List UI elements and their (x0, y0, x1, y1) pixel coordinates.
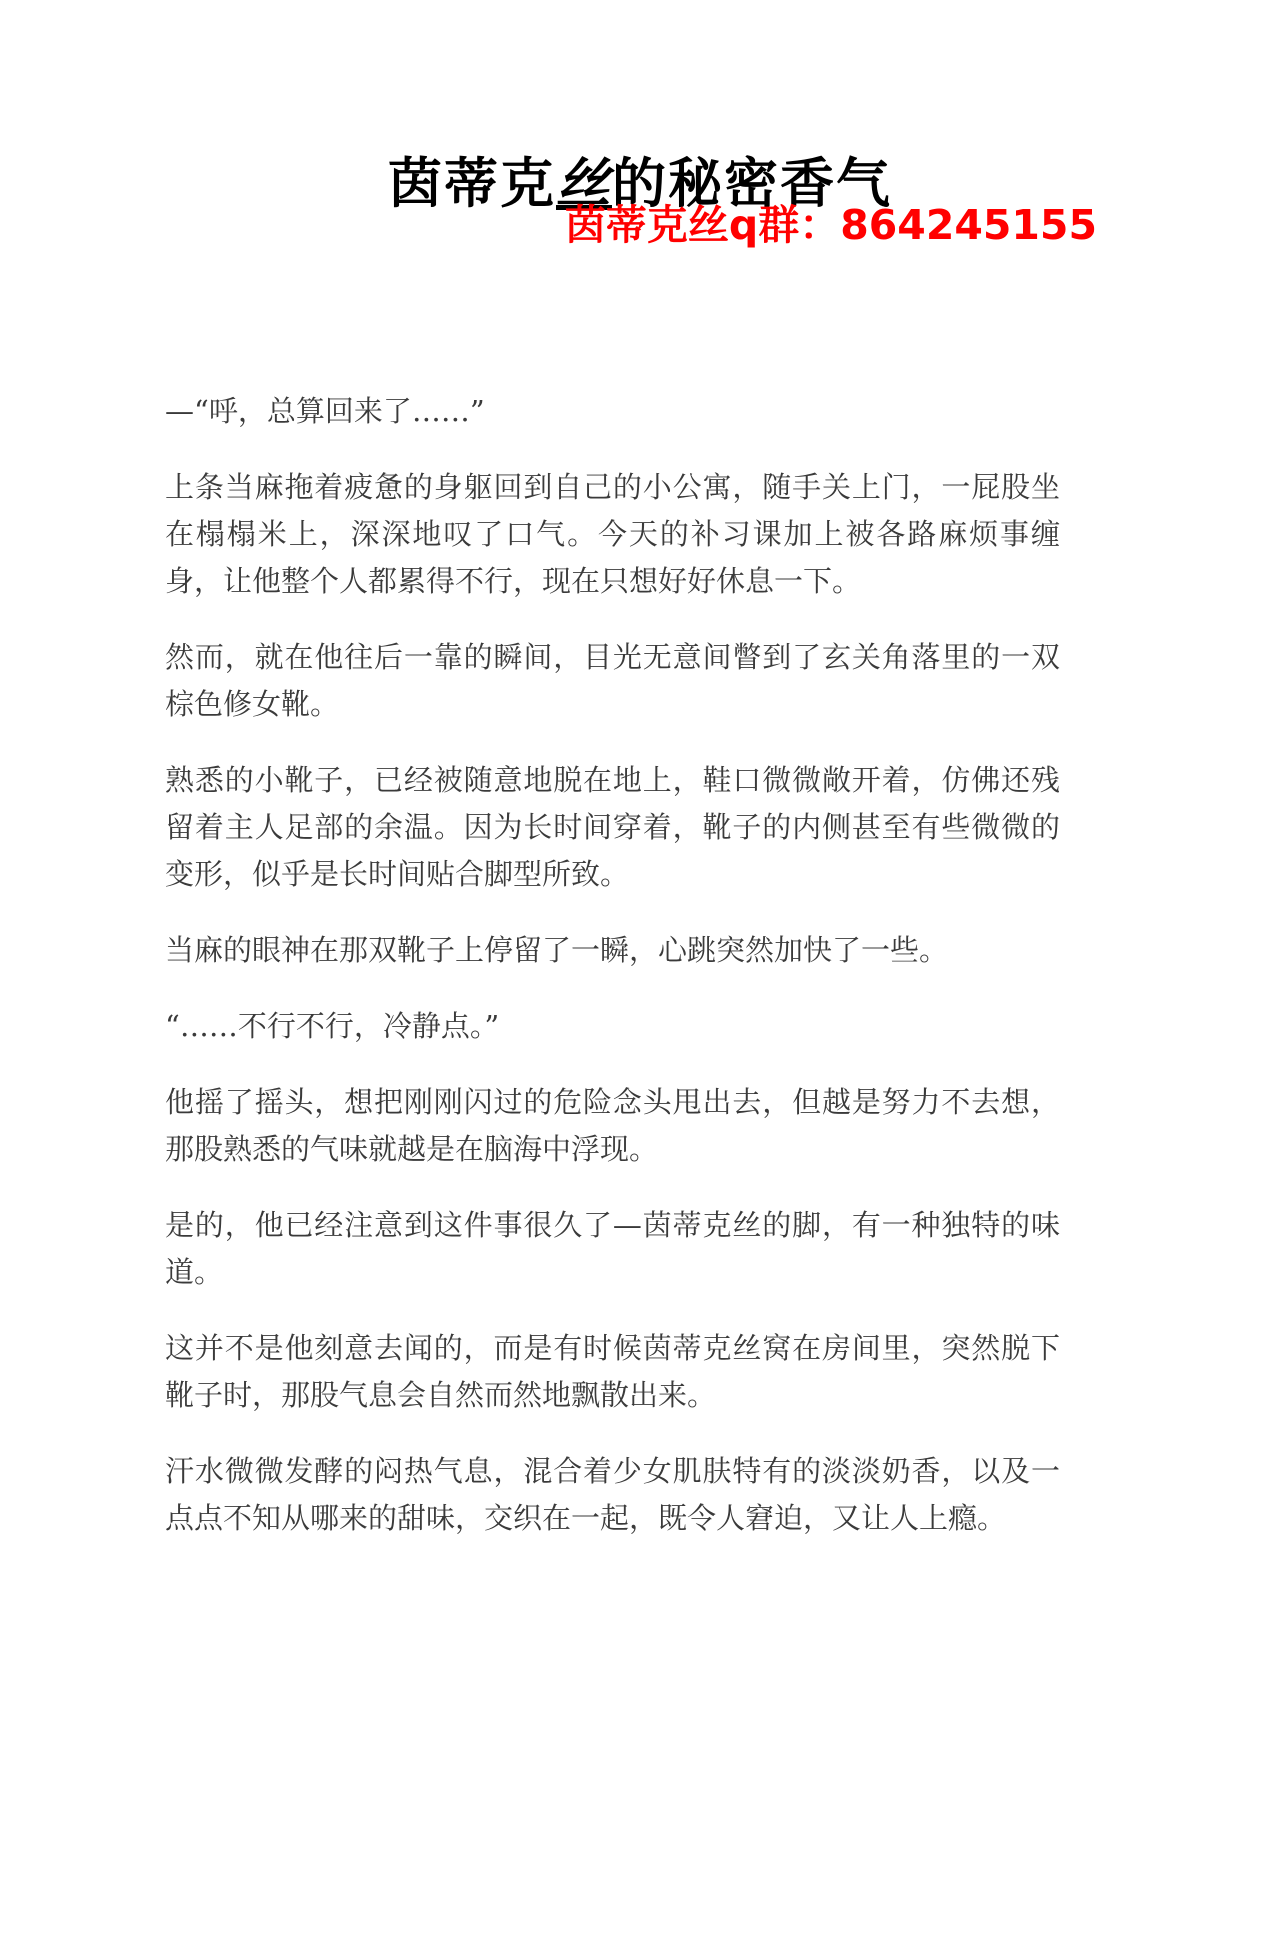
page-title-prefix: 茵蒂克 (388, 152, 556, 215)
paragraph: 汗水微微发酵的闷热气息，混合着少女肌肤特有的淡淡奶香，以及一点点不知从哪来的甜味，交织在一起，既令人窘迫，又让人上瘾。 (165, 1454, 1060, 1535)
paragraph: 上条当麻拖着疲惫的身躯回到自己的小公寓，随手关上门，一屁股坐在榻榻米上，深深地叹了口气。今天的补习课加上被各路麻烦事缠身，让他整个人都累得不行，现在只想好好休息一下。 (165, 470, 1060, 598)
paragraph: “……不行不行，冷静点。” (165, 1009, 500, 1043)
page-title-suffix: 的秘密香气 (612, 152, 892, 215)
paragraph: —“呼，总算回来了……” (165, 394, 485, 428)
document-body (165, 388, 1060, 1542)
paragraph: 这并不是他刻意去闻的，而是有时候茵蒂克丝窝在房间里，突然脱下靴子时，那股气息会自然而然地飘散出来。 (165, 1331, 1060, 1412)
paragraph: 熟悉的小靴子，已经被随意地脱在地上，鞋口微微敞开着，仿佛还残留着主人足部的余温。因为长时间穿着，靴子的内侧甚至有些微微的变形，似乎是长时间贴合脚型所致。 (165, 763, 1060, 891)
paragraph: 他摇了摇头，想把刚刚闪过的危险念头甩出去，但越是努力不去想，那股熟悉的气味就越是在脑海中浮现。 (165, 1085, 1060, 1166)
paragraph: 当麻的眼神在那双靴子上停留了一瞬，心跳突然加快了一些。 (165, 933, 949, 967)
paragraph: 是的，他已经注意到这件事很久了—茵蒂克丝的脚，有一种独特的味道。 (165, 1208, 1060, 1289)
watermark-qq-group: 茵蒂克丝q群：864245155 (564, 201, 1097, 249)
paragraph: 然而，就在他往后一靠的瞬间，目光无意间瞥到了玄关角落里的一双棕色修女靴。 (165, 640, 1060, 721)
page-title-emphasized: 丝 (556, 152, 612, 215)
